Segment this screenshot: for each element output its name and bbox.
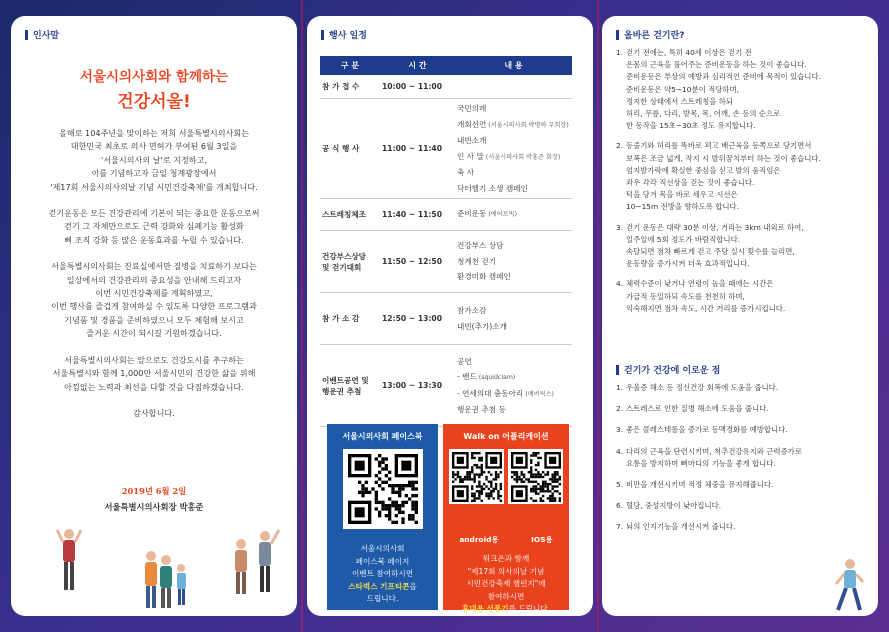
table-row: [320, 75, 572, 99]
row-time: 11:00 ~ 11:40: [382, 144, 442, 153]
walking-tips-panel: [602, 16, 878, 616]
item-number: 4.: [616, 446, 624, 456]
walkon-box-title: Walk on 어플리케이션: [463, 432, 549, 441]
col-content: 내 용: [504, 61, 523, 70]
greeting-line: 대한민국 최초로 의사 면허가 부여된 6월 3일을: [70, 141, 238, 152]
item-line: 우울증 해소 등 정신건강 회복에 도움을 줍니다.: [626, 383, 779, 392]
list-item: [616, 479, 856, 491]
row-category: 공 식 행 사: [322, 144, 360, 153]
row-category: 건강부스상담 및 걷기대회: [322, 251, 367, 272]
walker-illustration-icon: [828, 556, 868, 616]
item-line: 운동량을 증가시켜 더욱 효과적입니다.: [626, 259, 750, 269]
greeting-panel: [11, 16, 297, 616]
greeting-title-line1: 서울시의사회와 함께하는: [79, 69, 229, 85]
row-category: 이벤트공연 및 행운권 추첨: [322, 375, 369, 396]
header-bar-icon: [25, 30, 28, 40]
facebook-box-title: 서울시의사회 페이스북: [342, 432, 423, 441]
greeting-line: 서울특별시와 함께 1,000만 서울시민의 건강한 삶을 위해: [52, 368, 256, 379]
greeting-line: '서울시의사의 날'로 지정하고,: [101, 154, 207, 165]
content-line: [457, 181, 572, 197]
list-item: [616, 47, 856, 132]
item-line: 비만을 개선시키며 적정 체중을 유지해줍니다.: [626, 480, 774, 490]
row-category: 참 가 소 감: [322, 314, 360, 323]
col-category: 구 분: [340, 61, 360, 70]
row-content: [455, 293, 572, 344]
list-item: [616, 424, 856, 436]
item-text: [626, 479, 856, 491]
greeting-line: 이번 시민건강축제를 계획하였고,: [95, 288, 213, 299]
greeting-paragraph: [25, 407, 283, 420]
greeting-line: 이를 기념하고자 금일 청계광장에서: [91, 168, 217, 179]
people-illustration-icon: [51, 516, 281, 611]
ios-label: IOS용: [531, 535, 553, 544]
item-line: 한 동작을 15초~30초 정도 유지합니다.: [626, 121, 756, 131]
greeting-line: 이번 행사를 즐겁게 참여하실 수 있도록 다양한 프로그램과: [51, 301, 257, 312]
item-line: 걷기 운동은 대략 30분 이상, 거리는 3km 내외로 하여,: [626, 222, 804, 232]
item-line: 요통을 방지하며 뼈마디의 기능을 좋게 합니다.: [626, 458, 776, 468]
greeting-line: 감사합니다.: [133, 407, 175, 418]
content-note: (squidclam): [476, 374, 516, 381]
table-row: [320, 345, 572, 427]
item-line: 좌우 각각 직선상을 걷는 것이 좋습니다.: [626, 178, 755, 188]
ios-qr-icon[interactable]: [508, 449, 563, 504]
item-line: 다리의 근육을 단련시키며, 척추건강유지와 근력증가로: [626, 446, 802, 456]
content-text: - 연세의대 춤동아리: [457, 388, 524, 398]
item-line: 등줄기와 허리를 똑바로 펴고 배근육을 등쪽으로 당기면서: [626, 141, 812, 151]
item-line: 온몸의 근육을 풀어주는 준비운동을 하는 것이 좋습니다.: [626, 60, 807, 70]
content-line: [457, 238, 572, 254]
item-text: [626, 47, 856, 132]
fold-line-left: [301, 0, 303, 632]
item-text: [626, 382, 856, 394]
item-number: 3.: [616, 222, 624, 232]
greeting-date: 2019년 6월 2일: [121, 486, 187, 496]
walking-benefits-header: 걷기가 건강에 이로운 점: [616, 363, 720, 376]
greeting-line: '제17회 서울시의사의날 기념 시민건강축제'를 개최합니다.: [50, 181, 258, 192]
row-content: [455, 75, 572, 98]
greeting-paragraphs: [25, 127, 283, 433]
content-line: [457, 369, 572, 386]
greeting-paragraph: [25, 207, 283, 247]
item-text: [626, 500, 856, 512]
content-text: - 밴드: [457, 372, 477, 381]
android-qr-icon[interactable]: [449, 449, 504, 504]
item-line: 속달되면 점차 빠르게 걷고 주당 실시 횟수를 늘리면,: [626, 247, 795, 257]
schedule-table-header: [320, 56, 572, 75]
item-text: [626, 403, 856, 415]
schedule-header: 행사 일정: [321, 28, 367, 41]
row-content: [455, 199, 572, 230]
item-line: 정지한 상태에서 스트레칭을 하되: [626, 96, 734, 106]
facebook-box-text: 서울시의사회 페이스북 페이지 이벤트 참여하시면 스타벅스 기프티콘을 드립니다.: [348, 544, 417, 603]
table-row: [320, 199, 572, 231]
content-note: (메버릭스): [523, 390, 554, 398]
content-text: 환경미화 캠페인: [457, 272, 511, 282]
item-line: 좋은 콜레스테롤을 증가로 동맥경화를 예방합니다.: [626, 425, 788, 435]
content-text: 개회선언: [457, 119, 487, 129]
schedule-panel: [307, 16, 593, 616]
list-item: [616, 446, 856, 470]
item-line: 엄지발가락에 확실한 중심을 싣고 발의 움직임은: [626, 165, 781, 175]
walkon-event-box: [443, 424, 569, 613]
content-text: 공연: [457, 356, 472, 366]
list-item: [616, 500, 856, 512]
greeting-line: 서울특별시의사회는 진료실에서만 질병을 치료하기 보다는: [51, 261, 257, 272]
fold-line-right: [597, 0, 599, 632]
content-text: 내빈소개: [457, 136, 487, 145]
item-text: [626, 521, 856, 533]
walkon-box-text: 워크온과 함께 "제17회 의사의날 기념 시민건강축제 챌린지"에 참여하시면 휴대용 선풍기를 드립니다.: [461, 554, 551, 613]
list-item: [616, 278, 856, 315]
table-row: [320, 99, 572, 199]
content-text: 준비운동: [457, 209, 487, 219]
row-time: 11:40 ~ 11:50: [382, 210, 442, 219]
content-line: [457, 354, 572, 370]
col-time: 시 간: [408, 61, 427, 70]
content-line: [457, 149, 572, 166]
walking-benefits-list: [616, 382, 856, 543]
content-line: [457, 269, 572, 285]
item-number: 1.: [616, 383, 624, 392]
item-line: 보폭은 조금 넓게, 작지 시 발뒤꿈치부터 하는 것이 좋습니다.: [626, 153, 821, 163]
item-line: 가급적 동일하되 속도를 천천히 하며,: [626, 291, 745, 301]
item-text: [626, 222, 856, 271]
item-text: [626, 140, 856, 213]
content-line: [457, 117, 572, 134]
facebook-qr-icon[interactable]: [343, 449, 423, 529]
item-text: [626, 446, 856, 470]
table-row: [320, 293, 572, 345]
schedule-table: [320, 56, 572, 427]
correct-walking-list: [616, 47, 856, 323]
list-item: [616, 382, 856, 394]
content-note: (에어로빅): [486, 211, 518, 219]
item-number: 4.: [616, 279, 624, 289]
header-bar-icon: [616, 365, 619, 375]
android-label: android용: [459, 535, 499, 544]
content-note: (서울시의사회 박명하 부회장): [486, 121, 569, 129]
list-item: [616, 403, 856, 415]
content-line: [457, 165, 572, 181]
content-text: 참가소감: [457, 306, 487, 315]
item-line: 혈당, 중성지방이 낮아집니다.: [626, 501, 722, 511]
item-number: 2.: [616, 404, 624, 414]
content-line: [457, 386, 572, 403]
content-text: 건강부스 상담: [457, 241, 504, 251]
header-bar-icon: [321, 30, 324, 40]
item-number: 1.: [616, 48, 624, 57]
greeting-paragraph: [25, 260, 283, 340]
greeting-line: 뼈 조직 강화 등 많은 운동효과를 누릴 수 있습니다.: [64, 234, 244, 245]
greeting-paragraph: [25, 127, 283, 194]
item-text: [626, 278, 856, 315]
greeting-line: 일상에서의 건강관리의 중요성을 안내해 드리고자: [66, 274, 242, 285]
item-line: 익숙해지면 점차 속도, 시간 거리를 증가시킵니다.: [626, 303, 786, 313]
item-line: 10~15m 전방을 향하도록 합니다.: [626, 202, 739, 212]
item-line: 걷기 전에는, 특히 40세 이상은 걷기 전: [626, 48, 752, 57]
list-item: [616, 140, 856, 213]
item-line: 턱을 당겨 목을 바로 세우고 시선은: [626, 190, 738, 200]
row-content: [455, 231, 572, 292]
greeting-line: 서울특별시의사회는 앞으로도 건강도시를 추구하는: [64, 354, 244, 365]
greeting-line: 올해로 104주년을 맞이하는 저희 서울특별시의사회는: [59, 128, 249, 138]
list-item: [616, 222, 856, 271]
greeting-signature: 서울특별시의사회장 박홍준: [104, 502, 204, 512]
content-text: 국민의례: [457, 104, 487, 113]
greeting-line: 즐거운 시간이 되시길 기원하겠습니다.: [86, 328, 222, 339]
row-content: [455, 99, 572, 198]
item-line: 준비운동은 약5~10분이 적당하며,: [626, 84, 740, 94]
row-category: 참 가 접 수: [322, 82, 360, 91]
row-time: 11:50 ~ 12:50: [382, 257, 442, 266]
item-number: 2.: [616, 141, 624, 151]
item-line: 스트레스로 인한 질병 해소에 도움을 줍니다.: [626, 404, 769, 414]
item-line: 허리, 무릎, 다리, 발목, 목, 어깨, 손 등의 순으로: [626, 109, 781, 119]
greeting-line: 걷기운동은 모든 건강관리에 기본이 되는 중요한 운동으로써: [48, 208, 260, 219]
content-line: [457, 303, 572, 319]
item-line: 준비운동은 부상의 예방과 심리적인 준비에 목적이 있습니다.: [626, 72, 821, 82]
schedule-rows: [320, 75, 572, 427]
item-number: 5.: [616, 480, 624, 490]
content-line: [457, 101, 572, 117]
greeting-title-line2: 건강서울!: [117, 92, 191, 112]
content-line: [457, 254, 572, 270]
row-category: 스트레칭체조: [322, 210, 367, 219]
content-line: [457, 319, 572, 335]
header-bar-icon: [616, 30, 619, 40]
item-text: [626, 424, 856, 436]
item-line: 뇌의 인지기능을 개선시켜 줍니다.: [626, 522, 736, 532]
row-time: 12:50 ~ 13:00: [382, 314, 442, 323]
item-number: 6.: [616, 501, 624, 511]
content-text: 축 사: [457, 168, 475, 177]
content-text: 닥터헬기 소생 캠페인: [457, 183, 528, 193]
facebook-event-box: [327, 424, 438, 610]
content-line: [457, 206, 572, 223]
greeting-line: 기념품 및 경품을 준비하였으니 모두 체험해 보시고: [64, 314, 244, 325]
row-time: 10:00 ~ 11:00: [382, 82, 442, 91]
greeting-line: 아낌없는 노력과 최선을 다할 것을 다짐하겠습니다.: [64, 381, 244, 392]
content-text: 청계천 걷기: [457, 256, 497, 266]
content-note: (서울시의사회 박홍준 회장): [483, 153, 561, 161]
greeting-line: 걷기 그 자체만으로도 근력 강화와 심폐기능 활성화: [64, 221, 244, 232]
content-text: 행운권 추첨 등: [457, 405, 506, 414]
greeting-paragraph: [25, 354, 283, 394]
item-line: 체력수준이 낮거나 연령이 높을 때에는 시간은: [626, 279, 774, 289]
table-row: [320, 231, 572, 293]
content-line: [457, 133, 572, 149]
content-text: 내빈(추가)소개: [457, 321, 507, 331]
correct-walking-header: 올바른 걷기란?: [616, 28, 685, 41]
item-number: 7.: [616, 522, 624, 532]
content-line: [457, 402, 572, 418]
content-text: 인 사 말: [457, 151, 484, 161]
row-time: 13:00 ~ 13:30: [382, 381, 442, 390]
row-content: [455, 345, 572, 426]
list-item: [616, 521, 856, 533]
greeting-header: 인사말: [25, 28, 59, 41]
item-number: 3.: [616, 425, 624, 435]
item-line: 일주일에 5회 정도가 바람직합니다.: [626, 234, 741, 244]
